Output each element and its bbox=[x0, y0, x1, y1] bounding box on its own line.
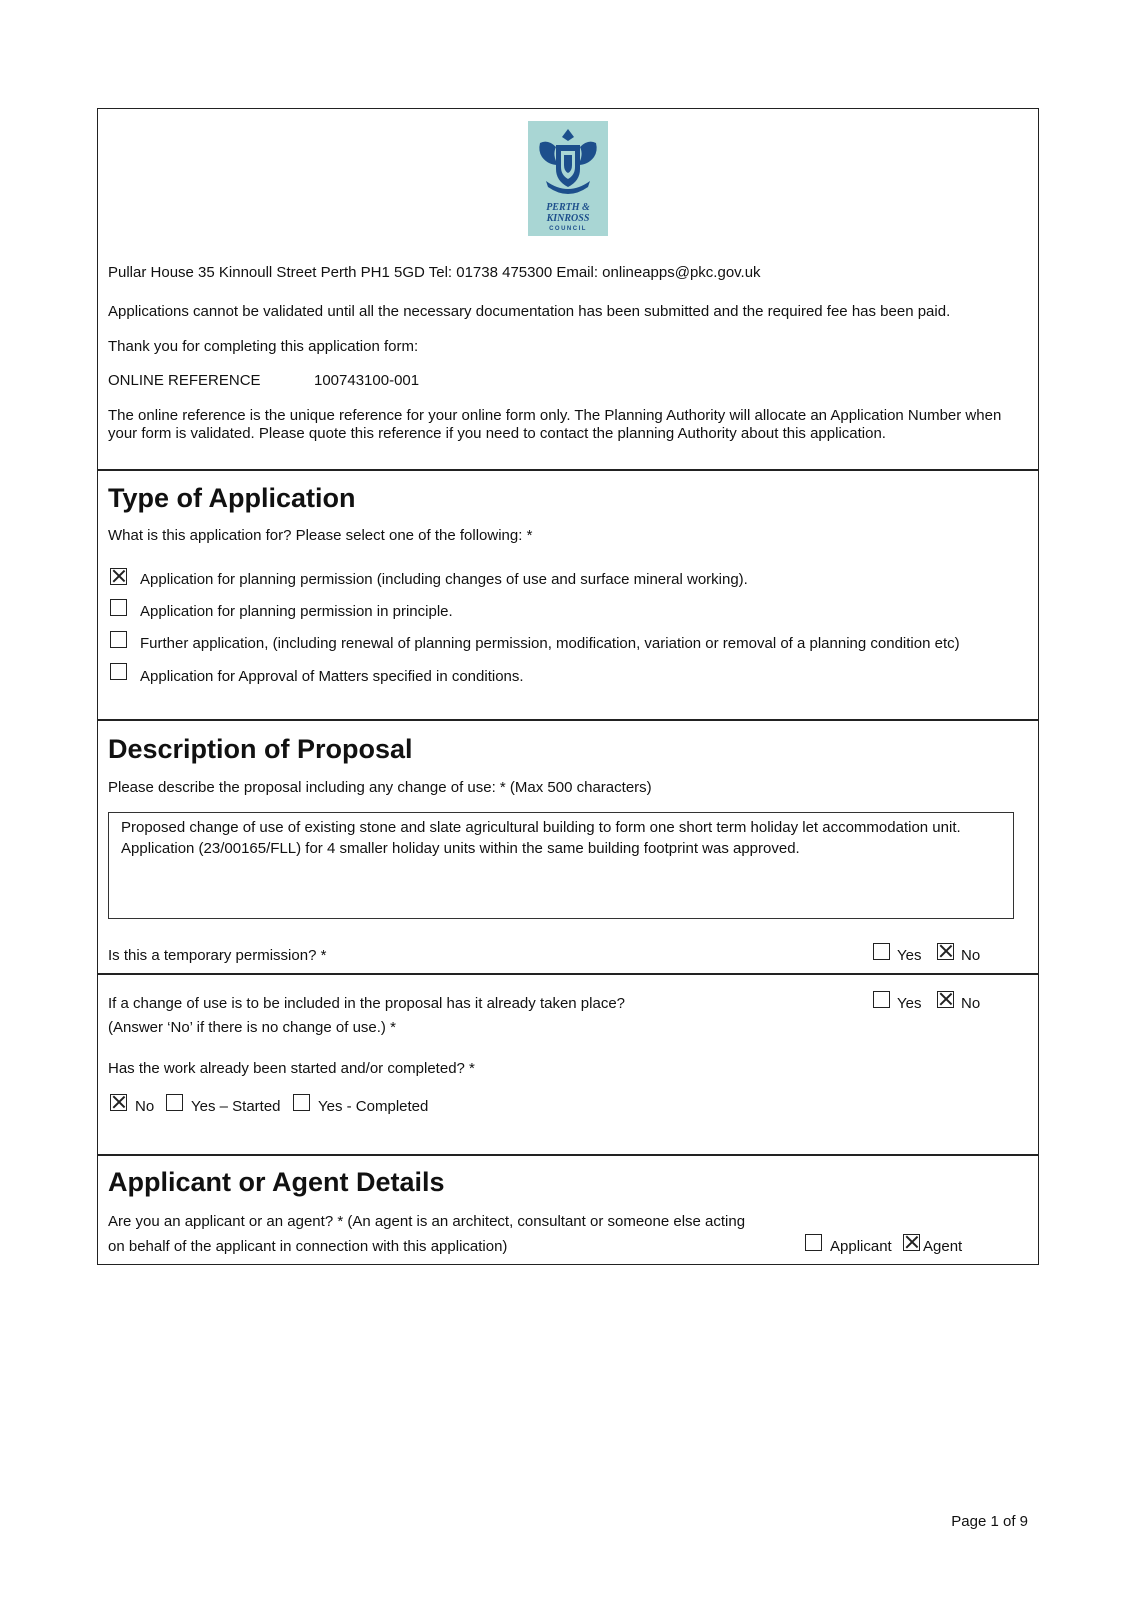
option-approval-of-matters-checkbox[interactable] bbox=[110, 663, 127, 680]
logo-text-kinross: KINROSS bbox=[546, 213, 590, 224]
option-planning-permission-checkbox[interactable] bbox=[110, 568, 127, 585]
council-address: Pullar House 35 Kinnoull Street Perth PH1 5GD Tel: 01738 475300 Email: onlineapps@pkc.gov.uk bbox=[108, 264, 761, 281]
header-section bbox=[98, 109, 1038, 469]
work-no-label: No bbox=[135, 1098, 155, 1115]
description-section bbox=[98, 719, 1038, 973]
change-of-use-no-checkbox[interactable] bbox=[937, 991, 954, 1008]
option-approval-of-matters-label: Application for Approval of Matters specified in conditions. bbox=[140, 668, 524, 685]
work-no-checkbox[interactable] bbox=[110, 1094, 127, 1111]
work-yes-started-label: Yes – Started bbox=[191, 1098, 281, 1115]
applicant-question-line1: Are you an applicant or an agent? * (An agent is an architect, consultant or someone else acting bbox=[108, 1213, 746, 1230]
reference-note: The online reference is the unique reference for your online form only. The Planning Authority will allocate an Application Number when your form is validated. Please quote this reference if you need to contact the planning Authority about this application. bbox=[108, 407, 1002, 442]
change-of-use-question-line2: (Answer ‘No’ if there is no change of use.) * bbox=[108, 1019, 396, 1036]
council-logo bbox=[528, 121, 608, 236]
work-yes-started-checkbox[interactable] bbox=[166, 1094, 183, 1111]
option-permission-in-principle-checkbox[interactable] bbox=[110, 599, 127, 616]
option-permission-in-principle-label: Application for planning permission in principle. bbox=[140, 603, 453, 620]
applicant-agent-section bbox=[98, 1154, 1038, 1264]
section-title-applicant: Applicant or Agent Details bbox=[108, 1167, 445, 1197]
agent-checkbox[interactable] bbox=[903, 1234, 920, 1251]
option-further-application-checkbox[interactable] bbox=[110, 631, 127, 648]
applicant-label: Applicant bbox=[830, 1238, 892, 1255]
option-planning-permission-label: Application for planning permission (including changes of use and surface mineral working). bbox=[140, 571, 748, 588]
council-crest-icon bbox=[528, 121, 608, 236]
logo-text-perth: PERTH & bbox=[546, 202, 590, 213]
application-type-question: What is this application for? Please select one of the following: * bbox=[108, 527, 533, 544]
change-of-use-no-label: No bbox=[961, 995, 981, 1012]
temporary-yes-checkbox[interactable] bbox=[873, 943, 890, 960]
online-reference-value: 100743100-001 bbox=[314, 372, 420, 389]
work-yes-completed-checkbox[interactable] bbox=[293, 1094, 310, 1111]
agent-label: Agent bbox=[923, 1238, 963, 1255]
description-prompt: Please describe the proposal including any change of use: * (Max 500 characters) bbox=[108, 779, 652, 796]
page-number: Page 1 of 9 bbox=[951, 1513, 1028, 1530]
change-of-use-section bbox=[98, 973, 1038, 1154]
temporary-no-checkbox[interactable] bbox=[937, 943, 954, 960]
section-title-type: Type of Application bbox=[108, 483, 356, 513]
applicant-checkbox[interactable] bbox=[805, 1234, 822, 1251]
proposal-description-field[interactable] bbox=[108, 812, 1014, 919]
proposal-description-line2: Application (23/00165/FLL) for 4 smaller holiday units within the same building footprint was approved. bbox=[121, 840, 800, 857]
form-frame bbox=[97, 108, 1039, 1265]
section-title-description: Description of Proposal bbox=[108, 734, 413, 764]
work-yes-completed-label: Yes - Completed bbox=[318, 1098, 429, 1115]
change-of-use-yes-label: Yes bbox=[897, 995, 922, 1012]
change-of-use-yes-checkbox[interactable] bbox=[873, 991, 890, 1008]
proposal-description-line1: Proposed change of use of existing stone and slate agricultural building to form one short term holiday let accommodation unit. bbox=[121, 819, 961, 836]
type-of-application-section bbox=[98, 469, 1038, 719]
validation-note: Applications cannot be validated until all the necessary documentation has been submitted and the required fee has been paid. bbox=[108, 303, 951, 320]
online-reference-label: ONLINE REFERENCE bbox=[108, 372, 261, 389]
change-of-use-question-line1: If a change of use is to be included in the proposal has it already taken place? bbox=[108, 995, 626, 1012]
option-further-application-label: Further application, (including renewal of planning permission, modification, variation or removal of a planning condition etc) bbox=[140, 635, 960, 652]
work-started-question: Has the work already been started and/or completed? * bbox=[108, 1060, 475, 1077]
thank-you-text: Thank you for completing this application form: bbox=[108, 338, 419, 355]
logo-text-council: COUNCIL bbox=[549, 226, 587, 232]
temporary-no-label: No bbox=[961, 947, 981, 964]
temporary-yes-label: Yes bbox=[897, 947, 922, 964]
temporary-permission-question: Is this a temporary permission? * bbox=[108, 947, 327, 964]
applicant-question-line2: on behalf of the applicant in connection with this application) bbox=[108, 1238, 508, 1255]
